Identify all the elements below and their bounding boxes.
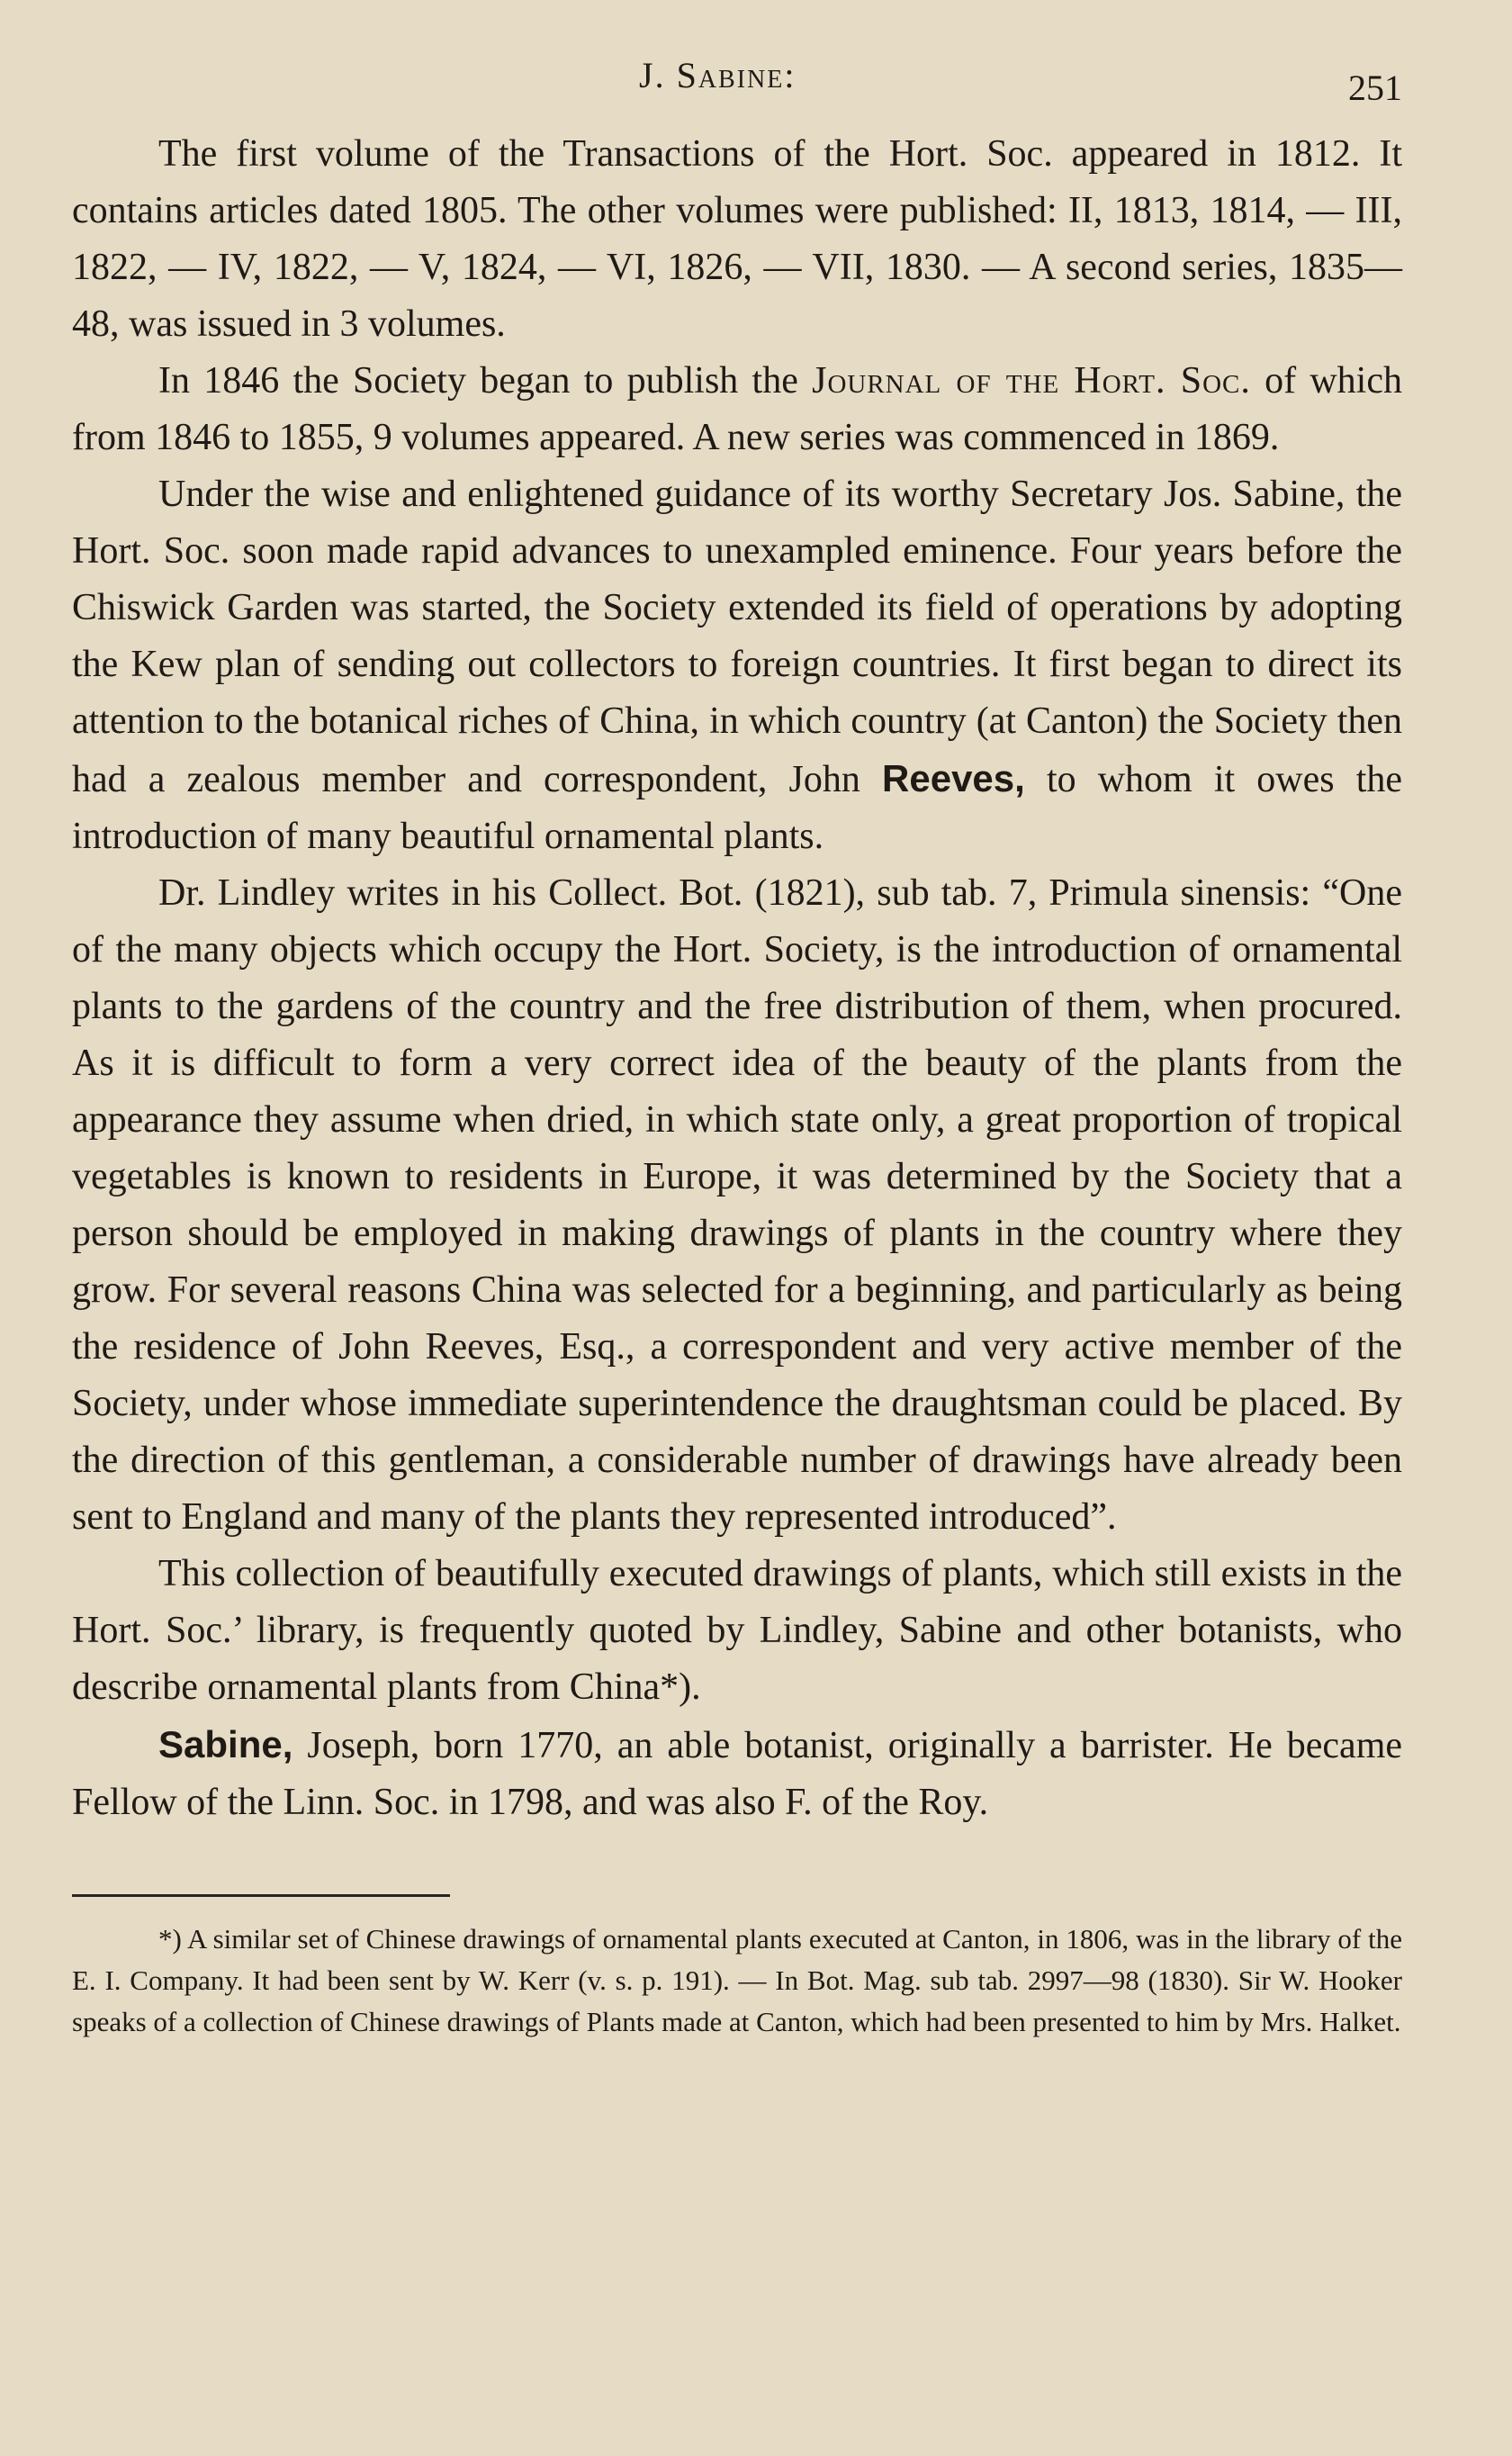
paragraph-collection: [72, 1546, 1402, 1716]
page-number: 251: [1348, 68, 1402, 108]
paragraph-text: This collection of beautifully executed drawings of plants, which still exists in the Hort. Soc.’ library, is frequently quoted by Lindley, Sabine and other botanists, who describe ornamental plants from China*).: [72, 1553, 1402, 1708]
running-head: [72, 54, 1402, 126]
paragraph-text: Under the wise and enlightened guidance of its worthy Secretary Jos. Sabine, the Hort. Soc. soon made rapid advances to unexampled eminence. Four years before the Chiswick Garden was started, the Society extended its field of operations by adopting the Kew plan of sending out collectors to foreign countries. It first began to direct its attention to the botanical riches of China, in which country (at Canton) the Society then had a zealous member and correspondent, John: [72, 474, 1402, 800]
footnote-text: *) A similar set of Chinese drawings of ornamental plants executed at Canton, in 1806, was in the library of the E. I. Company. It had been sent by W. Kerr (v. s. p. 191). — In Bot. Mag. sub tab. 2997—98 (1830). Sir W. Hooker speaks of a collection of Chinese drawings of Plants made at Canton, which had been presented to him by Mrs. Halket.: [72, 1923, 1402, 2037]
paragraph-lindley: [72, 865, 1402, 1546]
paragraph-transactions: [72, 126, 1402, 353]
paragraph-text: Dr. Lindley writes in his Collect. Bot. (1821), sub tab. 7, Primula sinensis: “One of the many objects which occupy the Hort. Society, is the introduction of ornamental plants to the gardens of the country and the free distribution of them, when procured. As it is difficult to form a very correct idea of the beauty of the plants from the appearance they assume when dried, in which state only, a great proportion of tropical vegetables is known to residents in Europe, it was determined by the Society that a person should be employed in making drawings of plants in the country where they grow. For several reasons China was selected for a beginning, and particularly as being the residence of John Reeves, Esq., a correspondent and very active member of the Society, under whose immediate superintendence the draughtsman could be placed. By the direction of this gentleman, a considerable number of drawings have already been sent to England and many of the plants they represented introduced”.: [72, 872, 1402, 1538]
footnote-divider: [72, 1894, 450, 1897]
bold-name-reeves: Reeves,: [882, 757, 1025, 799]
paragraph-text: The first volume of the Transactions of the Hort. Soc. appeared in 1812. It contains articles dated 1805. The other volumes were published: II, 1813, 1814, — III, 1822, — IV, 1822, — V, 1824, — VI, 1826, — VII, 1830. — A second series, 1835—48, was issued in 3 volumes.: [72, 133, 1402, 345]
footnote: [72, 1919, 1402, 2043]
running-title: J. Sabine:: [639, 55, 796, 95]
paragraph-guidance: [72, 466, 1402, 865]
paragraph-text: In 1846 the Society began to publish the: [158, 360, 798, 402]
paragraph-text: to whom it owes the introduction of many beautiful ornamental plants.: [72, 759, 1403, 857]
paragraph-text: of which from 1846 to 1855, 9 volumes appeared. A new series was commenced in 1869.: [72, 360, 1402, 458]
entry-name: Sabine,: [158, 1723, 293, 1765]
entry-text: Joseph, born 1770, an able botanist, originally a barrister. He became Fellow of the Linn. Soc. in 1798, and was also F. of the Roy.: [72, 1725, 1402, 1823]
biography-entry: [72, 1716, 1402, 1831]
body-text: [72, 126, 1402, 1831]
footnote-paragraph: [72, 1919, 1402, 2043]
paragraph-journal: [72, 353, 1402, 466]
journal-title: Journal of the Hort. Soc.: [812, 360, 1251, 402]
